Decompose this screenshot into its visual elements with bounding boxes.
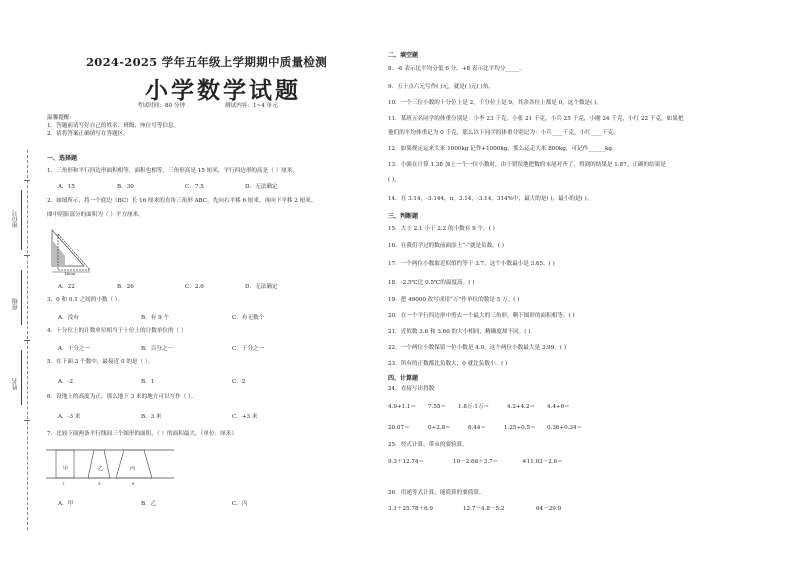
- exam-title: 2024-2025 学年五年级上学期期中质量检测: [86, 55, 327, 69]
- question-2: 2．如图所示，将一个底边（BC）长 16 厘米的直角三角形 ABC，先向右平移 6 厘米，再向下平移 2 厘米。: [47, 198, 317, 204]
- question-22: 22．一个两位小数保留一位小数是 4.0，这个两位小数最大是 3.99。( ): [388, 345, 567, 351]
- calc-item: 12.7－4.8－5.2: [463, 506, 505, 512]
- question-11: 11．某班五名同学的体重分别是：小李 23 千克，小张 21 千克，小兵 25 千克，小刚 24 千克，小红 22 千克，如果把: [388, 116, 684, 122]
- option[interactable]: A．十分之一: [58, 346, 91, 352]
- calc-item: 8.44＝: [468, 425, 487, 431]
- question-18: 18．-2.5℃比 0.5℃的温度高。( ): [388, 280, 475, 286]
- option[interactable]: C．7.5: [185, 184, 204, 190]
- question-14: 14．在 3.14，-3.144，π，3.1̇4̇，-3.14，314%中，最大的是( )，最小的是( )。: [388, 196, 593, 202]
- binding-tick: [24, 420, 30, 421]
- question-11-cont: 他们的平均体重记为 0 千克，那么以下同学的体重分别记为：小兵____千克，小红____千克。: [388, 130, 619, 136]
- option[interactable]: B．百分之一: [141, 346, 174, 352]
- question-5: 5．在下面 3 个数中，最接近 0 的是（ ）。: [47, 359, 154, 365]
- question-13-cont: ( )。: [388, 177, 400, 183]
- question-3: 3．0 和 0.1 之间的小数（ ）。: [47, 297, 124, 303]
- option[interactable]: B．1: [141, 379, 155, 385]
- question-26: 26．用递等式计算，能简算的要简算。: [388, 490, 485, 496]
- section-fill: 二、填空题: [388, 52, 419, 59]
- option[interactable]: D．无法确定: [245, 184, 278, 190]
- option[interactable]: A．15: [58, 184, 75, 190]
- shape-label-bing: 丙: [130, 466, 136, 472]
- question-8: 8．-6 表示比平均分低 6 分，+8 表示比平均分_____。: [388, 66, 526, 72]
- question-23: 23．所有的正数都比负数大，0 就比负数小。( ): [388, 361, 508, 367]
- seat-label: 座位号: [12, 210, 19, 228]
- calc-item: 4.4÷6＝: [547, 404, 570, 410]
- exam-scope: 测试内容：1~4 单元: [225, 103, 278, 109]
- shape-dimension: 5: [98, 481, 101, 486]
- option[interactable]: C．+3 米: [232, 414, 258, 420]
- calc-item: 20.07＝: [388, 425, 410, 431]
- calc-item: 9.3＋12.74＝: [388, 459, 425, 465]
- question-4: 4．十分位上的计数单位相当于十位上的计数单位的（ ）: [47, 328, 187, 334]
- option[interactable]: B．有 9 个: [141, 315, 170, 321]
- section-calc: 四、计算题: [388, 375, 419, 382]
- calc-item: 4.9+1.1＝: [388, 404, 417, 410]
- question-15: 15．大于 2.1 小于 2.2 的小数有 9 个。( ): [388, 226, 495, 232]
- name-label: 姓名: [12, 378, 19, 390]
- calc-item: 0.36+0.34＝: [547, 425, 583, 431]
- calc-item: 3.1＋25.78＋6.9: [388, 506, 433, 512]
- option[interactable]: B．30: [117, 184, 134, 190]
- option[interactable]: A．没有: [58, 315, 79, 321]
- triangle-figure: [46, 226, 102, 274]
- tips-heading: 温馨提醒：: [47, 115, 75, 121]
- question-13: 13．小强在计算 1.38 加上一个一位小数时，由于错误地把数的末尾对齐了，得到的结果是 1.87。正确的结果是: [388, 162, 666, 168]
- question-7: 7．比较下面两条平行线间三个图形的面积，（ ）的面积最大。（单位：厘米）: [47, 431, 237, 437]
- question-20: 20．在一个平行四边形中剪去一个最大的三角形，剩下图形的面积相等。( ): [388, 313, 575, 319]
- question-16: 16．在我们学过的数前面添上“-”就是负数。( ): [388, 243, 504, 249]
- calc-item: 10－2.68＋3.7＝: [453, 459, 499, 465]
- option[interactable]: C．2.6: [185, 284, 204, 290]
- question-10: 10．一个三位小数的十分位上是 2，千分位上是 9，其余各位上都是 0，这个数是( )。: [388, 100, 602, 106]
- binding-tick: [24, 255, 30, 256]
- shape-dimension: 7: [62, 481, 65, 486]
- main-title: 小学数学试题: [145, 77, 301, 104]
- question-1: 1．三角形和平行四边形面积相等，面积也相等，三角形高是 15 厘米，平行四边形的高是（ ）厘米。: [47, 168, 298, 174]
- seat-underline: [21, 190, 22, 250]
- binding-tick: [24, 340, 30, 341]
- question-19: 19．把 49000 改写成用“万”作单位的数是 5 万。( ): [388, 297, 520, 303]
- option[interactable]: C．千分之一: [232, 346, 265, 352]
- tip-item: 1．答题前请写好自己的姓名、班级、座位号等信息。: [47, 123, 180, 129]
- option[interactable]: B．3 米: [141, 414, 162, 420]
- calc-item: 64－29.9: [536, 506, 562, 512]
- binding-tick: [24, 180, 30, 181]
- shape-label-yi: 乙: [98, 466, 104, 472]
- question-6: 6．设地上的高度为正，那么地下 3 米的地方可以写作（ ）。: [47, 394, 197, 400]
- question-12: 12．如果规定运来大米 1000kg 记作+1000kg，那么运走大米 800kg，可记作______kg。: [388, 146, 618, 152]
- question-24: 24．直接写出得数: [388, 386, 435, 392]
- question-2-cont: 图中阴影部分的面积为（ ）平方厘米。: [47, 212, 144, 218]
- question-25: 25．竖式计算，带※的要验算。: [388, 442, 468, 448]
- class-label: 班级: [12, 298, 19, 310]
- figure-label: 16cm: [64, 271, 76, 276]
- calc-item: 0÷2.8＝: [428, 425, 451, 431]
- calc-item: 7.55＝: [428, 404, 447, 410]
- name-underline: [21, 350, 22, 405]
- option[interactable]: A．甲: [58, 501, 74, 507]
- class-underline: [21, 270, 22, 325]
- shape-dimension: 8: [132, 481, 135, 486]
- option[interactable]: C．2: [232, 379, 246, 385]
- question-21: 21．近似数 3.6 和 3.60 的大小相同，精确度却不同。( ): [388, 329, 531, 335]
- option[interactable]: B．乙: [141, 501, 157, 507]
- option[interactable]: A．22: [58, 284, 75, 290]
- option[interactable]: B．26: [117, 284, 134, 290]
- option[interactable]: C．丙: [232, 501, 248, 507]
- calc-item: 1.8万-1万＝: [458, 404, 490, 410]
- shape-label-jia: 甲: [63, 466, 69, 472]
- option[interactable]: D．无法确定: [245, 284, 278, 290]
- calc-item: 1.25÷0.5＝: [504, 425, 536, 431]
- section-judge: 三、判断题: [388, 213, 419, 220]
- option[interactable]: A．-2: [58, 379, 74, 385]
- tip-item: 2．请将答案正确填写在答题区。: [47, 131, 129, 137]
- calc-item: 4.2+4.2＝: [507, 404, 536, 410]
- calc-item: ※11.03－2.6＝: [522, 459, 563, 465]
- question-9: 9．五十点六元写作( )元，就是( )元( )角。: [388, 84, 494, 90]
- exam-time: 考试时间：80 分钟: [137, 103, 186, 109]
- question-17: 17．一个两位小数取近似值约等于 3.7，这个小数最小是 3.65。( ): [388, 261, 555, 267]
- section-choice: 一、选择题: [47, 155, 78, 162]
- option[interactable]: A．-3 米: [58, 414, 81, 420]
- option[interactable]: C．有无数个: [232, 315, 265, 321]
